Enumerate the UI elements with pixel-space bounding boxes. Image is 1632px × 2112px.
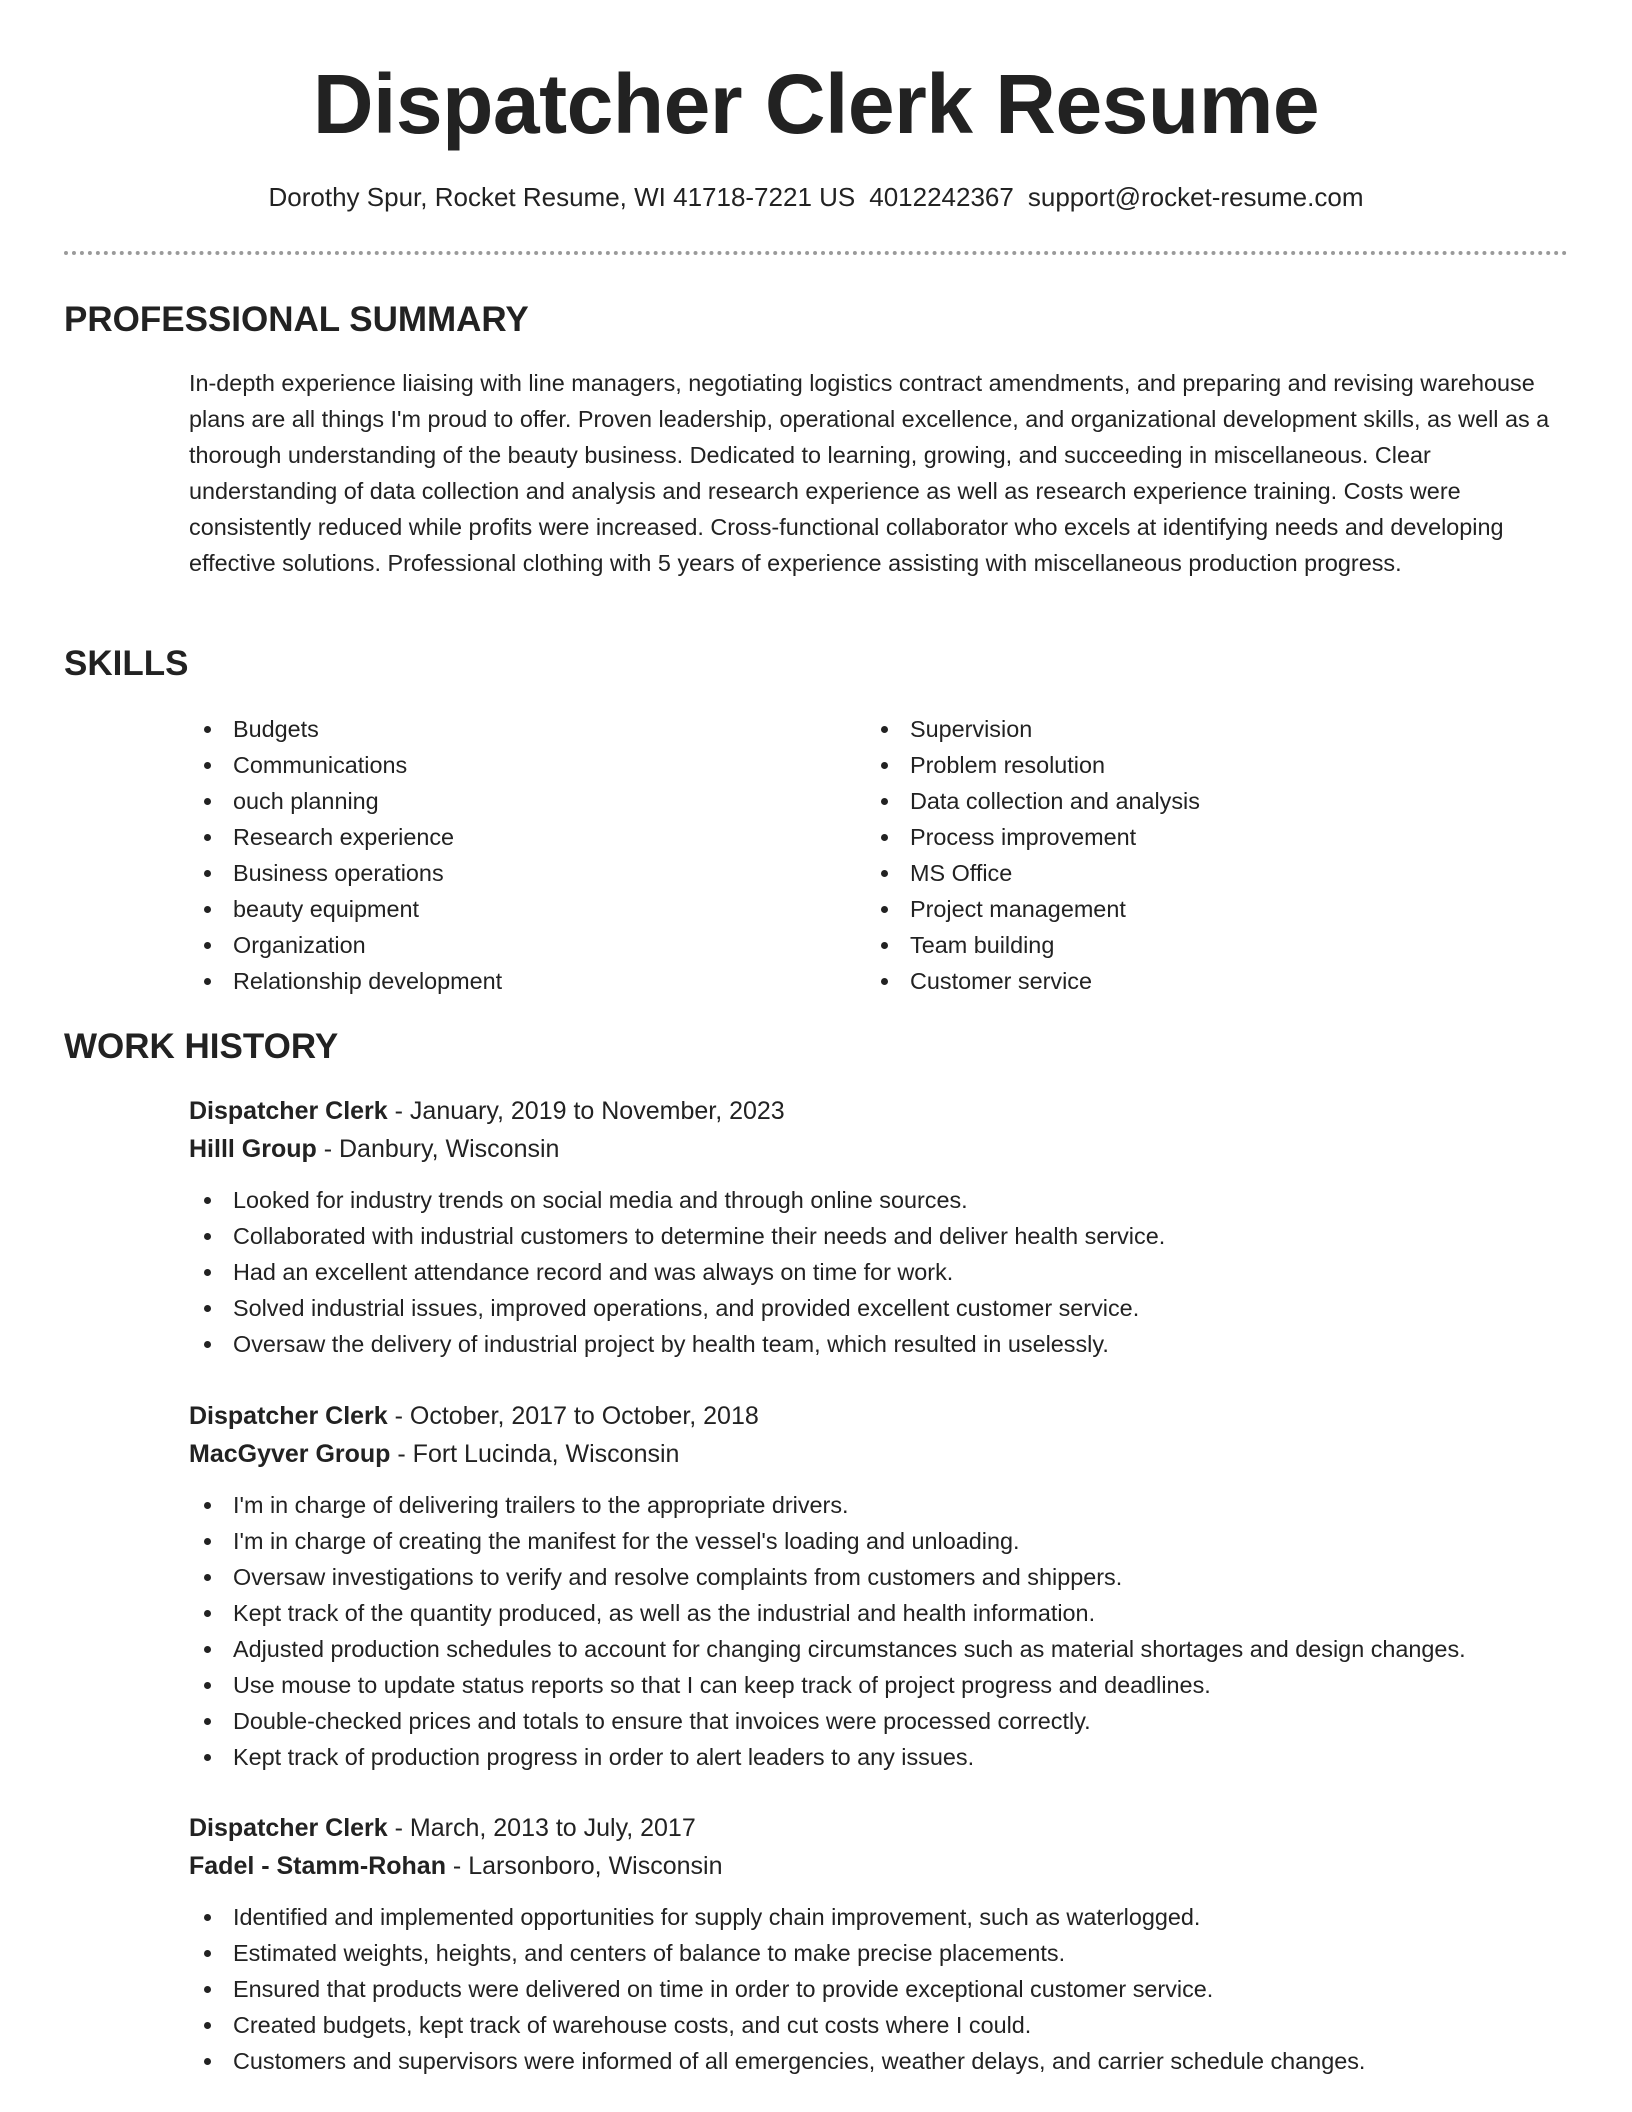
header-divider <box>64 251 1568 255</box>
duty-item: Had an excellent attendance record and was always on time for work. <box>189 1254 1589 1290</box>
bullet-icon <box>204 978 211 985</box>
job-company: MacGyver Group <box>189 1440 391 1468</box>
job-dates: - March, 2013 to July, 2017 <box>387 1814 696 1842</box>
bullet-icon <box>204 1610 211 1617</box>
duty-item: Identified and implemented opportunities for supply chain improvement, such as waterlogged. <box>189 1899 1589 1935</box>
contact-email: support@rocket-resume.com <box>1027 182 1364 212</box>
skill-item: Communications <box>189 747 502 783</box>
job-duties <box>0 1487 1589 1775</box>
job-title-line <box>189 1397 1589 1435</box>
duty-item: Collaborated with industrial customers to determine their needs and deliver health service. <box>189 1218 1589 1254</box>
job-entry <box>189 1092 1589 1362</box>
bullet-icon <box>204 942 211 949</box>
skills-list-left <box>189 711 502 999</box>
duty-item: Adjusted production schedules to account for changing circumstances such as material shortages and design changes. <box>189 1631 1589 1667</box>
job-dates: - October, 2017 to October, 2018 <box>387 1402 759 1430</box>
bullet-icon <box>204 726 211 733</box>
bullet-icon <box>204 1197 211 1204</box>
job-location: - Danbury, Wisconsin <box>316 1135 560 1163</box>
skill-item: Data collection and analysis <box>866 783 1200 819</box>
bullet-icon <box>204 1269 211 1276</box>
bullet-icon <box>204 1305 211 1312</box>
duty-item: Use mouse to update status reports so that I can keep track of project progress and deadlines. <box>189 1667 1589 1703</box>
bullet-icon <box>881 942 888 949</box>
skill-item: MS Office <box>866 855 1200 891</box>
duty-item: Customers and supervisors were informed of all emergencies, weather delays, and carrier schedule changes. <box>189 2043 1589 2079</box>
job-location: - Larsonboro, Wisconsin <box>445 1852 723 1880</box>
bullet-icon <box>881 870 888 877</box>
duty-item: Kept track of the quantity produced, as well as the industrial and health information. <box>189 1595 1589 1631</box>
duty-item: Estimated weights, heights, and centers of balance to make precise placements. <box>189 1935 1589 1971</box>
skill-item: Process improvement <box>866 819 1200 855</box>
skill-item: Budgets <box>189 711 502 747</box>
bullet-icon <box>204 1646 211 1653</box>
bullet-icon <box>881 762 888 769</box>
skill-item: Supervision <box>866 711 1200 747</box>
duty-item: Oversaw the delivery of industrial project by health team, which resulted in uselessly. <box>189 1326 1589 1362</box>
bullet-icon <box>204 1502 211 1509</box>
bullet-icon <box>881 798 888 805</box>
resume-title: Dispatcher Clerk Resume <box>312 57 1320 151</box>
duty-item: Solved industrial issues, improved operations, and provided excellent customer service. <box>189 1290 1589 1326</box>
bullet-icon <box>881 978 888 985</box>
bullet-icon <box>881 726 888 733</box>
bullet-icon <box>204 1233 211 1240</box>
bullet-icon <box>204 870 211 877</box>
bullet-icon <box>204 762 211 769</box>
job-company-line <box>189 1847 1589 1885</box>
bullet-icon <box>204 834 211 841</box>
summary-text: In-depth experience liaising with line managers, negotiating logistics contract amendments, and preparing and revising warehouse plans are all things I'm proud to offer. Proven leadership, operational excellence, and organizational development skills, as well as a thorough understanding of the beauty business. Dedicated to learning, growing, and succeeding in miscellaneous. Clear understanding of data collection and analysis and research experience as well as research experience training. Costs were consistently reduced while profits were increased. Cross-functional collaborator who excels at identifying needs and developing effective solutions. Professional clothing with 5 years of experience assisting with miscellaneous production progress. <box>189 370 1550 576</box>
bullet-icon <box>204 1682 211 1689</box>
duty-item: Ensured that products were delivered on time in order to provide exceptional customer service. <box>189 1971 1589 2007</box>
duty-item: Double-checked prices and totals to ensure that invoices were processed correctly. <box>189 1703 1589 1739</box>
skill-item: Project management <box>866 891 1200 927</box>
job-company: Hilll Group <box>189 1135 317 1163</box>
contact-address: Dorothy Spur, Rocket Resume, WI 41718-7221 US <box>268 182 856 212</box>
bullet-icon <box>204 1341 211 1348</box>
job-dates: - January, 2019 to November, 2023 <box>387 1097 785 1125</box>
bullet-icon <box>204 906 211 913</box>
summary-heading: PROFESSIONAL SUMMARY <box>64 300 529 339</box>
bullet-icon <box>204 1914 211 1921</box>
skills-heading: SKILLS <box>64 644 189 683</box>
skill-item: ouch planning <box>189 783 502 819</box>
skill-item: Team building <box>866 927 1200 963</box>
job-entry <box>189 1809 1589 2079</box>
bullet-icon <box>881 834 888 841</box>
bullet-icon <box>204 1950 211 1957</box>
skill-item: Problem resolution <box>866 747 1200 783</box>
duty-item: Oversaw investigations to verify and resolve complaints from customers and shippers. <box>189 1559 1589 1595</box>
bullet-icon <box>204 1754 211 1761</box>
skill-item: Research experience <box>189 819 502 855</box>
bullet-icon <box>204 798 211 805</box>
skill-item: Customer service <box>866 963 1200 999</box>
bullet-icon <box>204 2022 211 2029</box>
job-location: - Fort Lucinda, Wisconsin <box>390 1440 680 1468</box>
bullet-icon <box>204 1986 211 1993</box>
skill-item: Relationship development <box>189 963 502 999</box>
job-duties <box>0 1182 1589 1362</box>
duty-item: Created budgets, kept track of warehouse costs, and cut costs where I could. <box>189 2007 1589 2043</box>
job-company-line <box>189 1435 1589 1473</box>
job-title: Dispatcher Clerk <box>189 1402 388 1430</box>
duty-item: I'm in charge of delivering trailers to the appropriate drivers. <box>189 1487 1589 1523</box>
duty-item: Looked for industry trends on social media and through online sources. <box>189 1182 1589 1218</box>
skills-list-right <box>866 711 1200 999</box>
work-history-heading: WORK HISTORY <box>64 1027 339 1066</box>
bullet-icon <box>204 1538 211 1545</box>
job-duties <box>0 1899 1589 2079</box>
bullet-icon <box>204 1718 211 1725</box>
contact-phone: 4012242367 <box>869 182 1014 212</box>
bullet-icon <box>204 1574 211 1581</box>
skill-item: beauty equipment <box>189 891 502 927</box>
skill-item: Business operations <box>189 855 502 891</box>
bullet-icon <box>204 2058 211 2065</box>
bullet-icon <box>881 906 888 913</box>
job-title-line <box>189 1809 1589 1847</box>
duty-item: Kept track of production progress in order to alert leaders to any issues. <box>189 1739 1589 1775</box>
job-company-line <box>189 1130 1589 1168</box>
job-title: Dispatcher Clerk <box>189 1814 388 1842</box>
skill-item: Organization <box>189 927 502 963</box>
duty-item: I'm in charge of creating the manifest for the vessel's loading and unloading. <box>189 1523 1589 1559</box>
job-title: Dispatcher Clerk <box>189 1097 388 1125</box>
job-entry <box>189 1397 1589 1775</box>
job-title-line <box>189 1092 1589 1130</box>
job-company: Fadel - Stamm-Rohan <box>189 1852 446 1880</box>
contact-line <box>0 180 1632 214</box>
